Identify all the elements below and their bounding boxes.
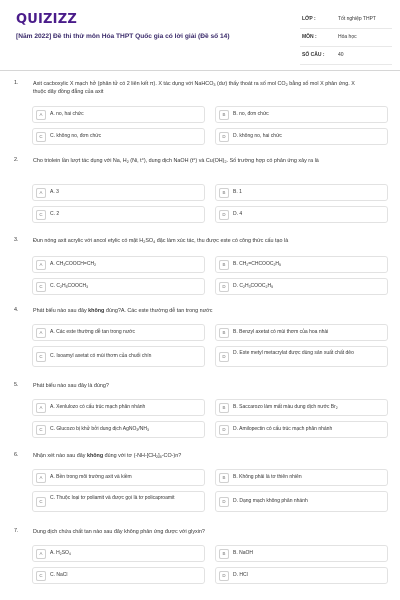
option-a[interactable] — [32, 184, 205, 201]
option-letter: C — [36, 282, 46, 292]
meta-value: Hóa học — [338, 34, 357, 40]
option-letter: C — [36, 425, 46, 435]
option-letter: A — [36, 110, 46, 120]
option-letter: B — [219, 473, 229, 483]
option-d[interactable] — [215, 567, 388, 584]
option-b[interactable] — [215, 184, 388, 201]
option-text: D. Dạng mạch không phân nhánh — [233, 498, 308, 504]
worksheet-header — [0, 0, 400, 68]
option-text: C. không no, đơn chức — [50, 133, 102, 139]
header-divider — [0, 70, 400, 71]
option-letter: D — [219, 282, 229, 292]
option-c[interactable] — [32, 206, 205, 223]
option-d[interactable] — [215, 421, 388, 438]
question-text: Axit cacboxylic X mạch hở (phân tử có 2 liên kết π). X tác dụng với NaHCO$_3$ (dư) thấy thoát ra số mol $CO_2$ bằng số mol X phản ứng. X thuộc dãy đồng đẳng của axit — [33, 81, 355, 95]
meta-key: MÔN : — [302, 34, 317, 40]
option-text: A. $CH_3COOCH=CH_2$ — [50, 261, 97, 267]
option-b[interactable] — [215, 399, 388, 416]
option-letter: A — [36, 473, 46, 483]
question-number: 3. — [14, 237, 19, 243]
option-letter: D — [219, 352, 229, 362]
option-letter: B — [219, 260, 229, 270]
option-b[interactable] — [215, 469, 388, 486]
question-number: 1. — [14, 80, 19, 86]
option-letter: B — [219, 549, 229, 559]
option-letter: C — [36, 132, 46, 142]
question-text: Dung dịch chứa chất tan nào sau đây không phản ứng được với glyxin? — [33, 529, 205, 535]
option-text: A. $H_2SO_4$ — [50, 550, 71, 556]
option-text: D. $C_2H_3COOC_2H_5$ — [233, 283, 274, 289]
option-d[interactable] — [215, 206, 388, 223]
page-title: [Năm 2022] Đề thi thử môn Hóa THPT Quốc gia có lời giải (Đề số 14) — [16, 33, 230, 40]
meta-box — [300, 14, 392, 68]
option-text: C. Isoamyl axetat có mùi thơm của chuối chín — [50, 353, 152, 359]
option-c[interactable] — [32, 278, 205, 295]
option-a[interactable] — [32, 545, 205, 562]
option-text: A. Xenlulozo có cấu trúc mạch phân nhánh — [50, 404, 146, 410]
option-letter: A — [36, 188, 46, 198]
option-a[interactable] — [32, 106, 205, 123]
option-text: A. Các este thường dễ tan trong nước — [50, 329, 135, 335]
option-a[interactable] — [32, 256, 205, 273]
option-text: D. Amilopectin có cấu trúc mạch phân nhánh — [233, 426, 333, 432]
option-text: C. Glucozo bị khử bởi dung dịch $AgNO_3/NH_3$ — [50, 426, 149, 432]
option-text: D. 4 — [233, 211, 243, 217]
question-text: Nhận xét nào sau đây không đúng với tơ $(-NH-[CH_2]_5-CO-)n$? — [33, 453, 182, 459]
meta-row-subject — [300, 32, 392, 47]
option-letter: B — [219, 110, 229, 120]
option-text: B. no, đơn chức — [233, 111, 269, 117]
option-letter: B — [219, 328, 229, 338]
option-letter: C — [36, 352, 46, 362]
question-number: 6. — [14, 452, 19, 458]
option-a[interactable] — [32, 469, 205, 486]
option-letter: A — [36, 549, 46, 559]
meta-value: Tốt nghiệp THPT — [338, 16, 376, 22]
option-letter: C — [36, 497, 46, 507]
option-b[interactable] — [215, 256, 388, 273]
option-c[interactable] — [32, 128, 205, 145]
question-number: 7. — [14, 528, 19, 534]
question-text: Cho triolein lần lượt tác dụng với Na, $H_2$ (Ni, t°), dung dịch NaOH (t°) và $Cu(OH)_2$. Số trường hợp có phản ứng xảy ra là — [33, 158, 319, 164]
option-letter: C — [36, 210, 46, 220]
option-text: B. Không phải là tơ thiên nhiên — [233, 474, 302, 480]
option-c[interactable] — [32, 491, 205, 512]
option-text: C. $C_2H_5COOCH_3$ — [50, 283, 89, 289]
option-text: B. Benzyl axetat có mùi thơm của hoa nhài — [233, 329, 329, 335]
option-c[interactable] — [32, 346, 205, 367]
option-text: D. Este metyl metacrylat được dùng sản xuất chất dẻo — [233, 350, 354, 356]
option-c[interactable] — [32, 567, 205, 584]
meta-row-class — [300, 14, 392, 29]
option-letter: D — [219, 210, 229, 220]
option-a[interactable] — [32, 399, 205, 416]
question-text: Đun nóng axit acrylic với ancol etylic có mặt $H_2SO_4$ đặc làm xúc tác, thu được este có công thức cấu tạo là — [33, 238, 289, 244]
question-text: Phát biểu nào sau đây không đúng?A. Các este thường dễ tan trong nước — [33, 308, 213, 314]
option-text: C. NaCl — [50, 572, 68, 578]
option-letter: D — [219, 571, 229, 581]
option-c[interactable] — [32, 421, 205, 438]
question-number: 4. — [14, 307, 19, 313]
option-text: C. Thuộc loại tơ poliamit và được gọi là tơ policaproamit — [50, 495, 175, 501]
option-b[interactable] — [215, 106, 388, 123]
meta-value: 40 — [338, 52, 344, 58]
option-b[interactable] — [215, 324, 388, 341]
option-letter: A — [36, 403, 46, 413]
option-letter: A — [36, 328, 46, 338]
option-d[interactable] — [215, 491, 388, 512]
option-letter: B — [219, 188, 229, 198]
option-text: D. không no, hai chức — [233, 133, 282, 139]
option-letter: B — [219, 403, 229, 413]
option-letter: D — [219, 132, 229, 142]
option-d[interactable] — [215, 128, 388, 145]
option-a[interactable] — [32, 324, 205, 341]
option-text: A. 3 — [50, 189, 59, 195]
option-letter: D — [219, 497, 229, 507]
question-number: 5. — [14, 382, 19, 388]
option-letter: A — [36, 260, 46, 270]
option-text: C. 2 — [50, 211, 60, 217]
option-text: B. Saccarozo làm mất màu dung dịch nước $Br_2$ — [233, 404, 338, 410]
option-letter: C — [36, 571, 46, 581]
meta-key: LỚP : — [302, 16, 316, 22]
meta-key: SỐ CÂU : — [302, 52, 325, 58]
option-text: B. 1 — [233, 189, 242, 195]
option-d[interactable] — [215, 278, 388, 295]
option-text: D. HCl — [233, 572, 248, 578]
quizizz-logo: QUIZIZZ — [16, 12, 77, 27]
meta-row-count — [300, 50, 392, 65]
option-b[interactable] — [215, 545, 388, 562]
option-text: B. NaOH — [233, 550, 254, 556]
question-text: Phát biểu nào sau đây là đúng? — [33, 383, 109, 389]
option-text: A. no, hai chức — [50, 111, 84, 117]
option-d[interactable] — [215, 346, 388, 367]
option-text: A. Bền trong môi trường axit và kiềm — [50, 474, 132, 480]
question-number: 2. — [14, 157, 19, 163]
option-letter: D — [219, 425, 229, 435]
option-text: B. $CH_2=CHCOOC_2H_5$ — [233, 261, 281, 267]
